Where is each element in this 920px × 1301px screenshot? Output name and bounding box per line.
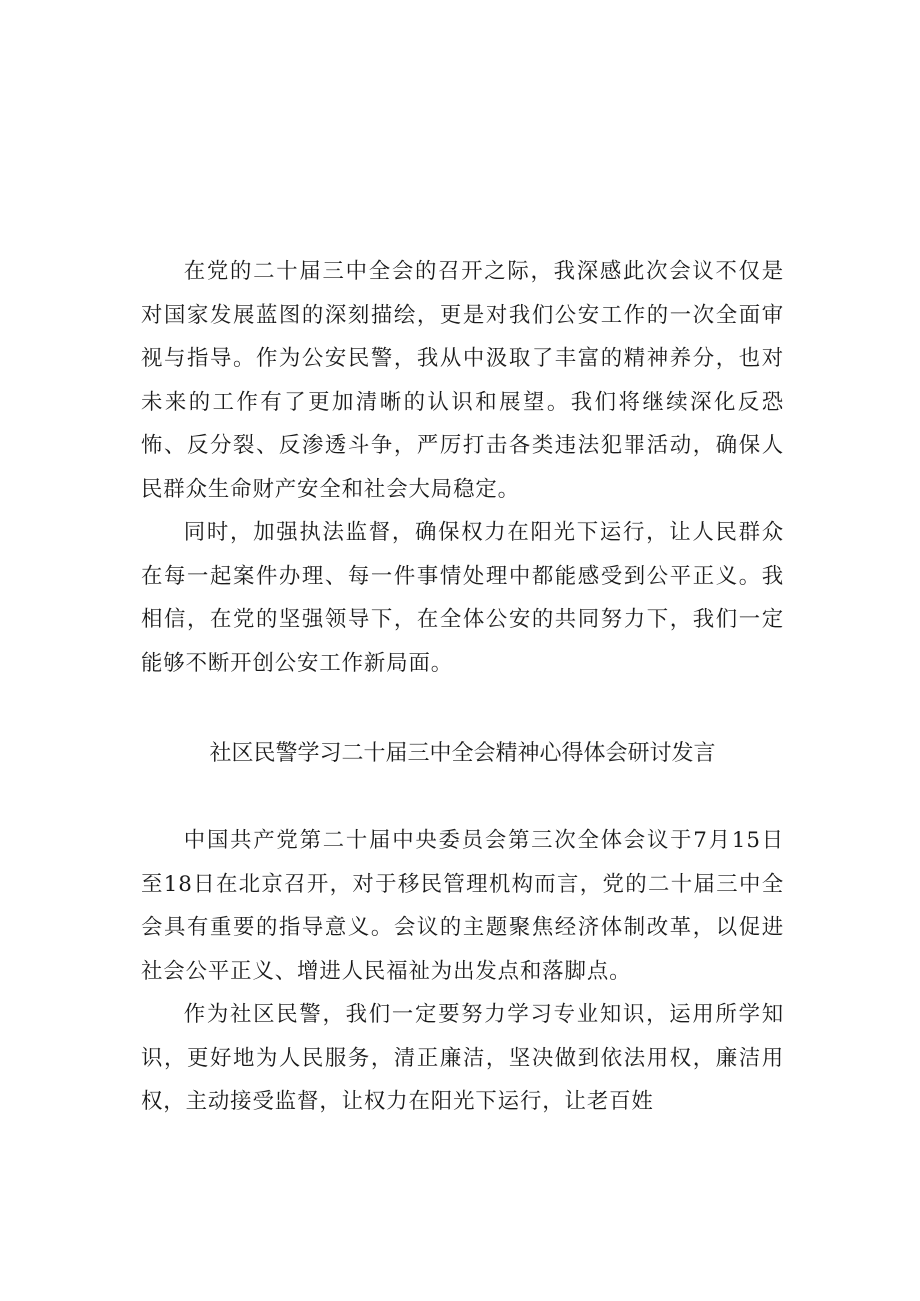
paragraph: 作为社区民警，我们一定要努力学习专业知识，运用所学知识，更好地为人民服务，清正廉洁，坚决做到依法用权，廉洁用权，主动接受监督，让权力在阳光下运行，让老百姓: [141, 1002, 784, 1114]
section-title: 社区民警学习二十届三中全会精神心得体会研讨发言: [209, 741, 716, 766]
paragraph: 同时，加强执法监督，确保权力在阳光下运行，让人民群众在每一起案件办理、每一件事情处理中都能感受到公平正义。我相信，在党的坚强领导下，在全体公安的共同努力下，我们一定能够不断开创公安工作新局面。: [141, 520, 784, 676]
paragraph: 中国共产党第二十届中央委员会第三次全体会议于7月15日至18日在北京召开，对于移民管理机构而言，党的二十届三中全会具有重要的指导意义。会议的主题聚焦经济体制改革，以促进社会公平正义、增进人民福祉为出发点和落脚点。: [141, 828, 784, 984]
document-body: [141, 250, 784, 1124]
paragraph: 在党的二十届三中全会的召开之际，我深感此次会议不仅是对国家发展蓝图的深刻描绘，更是对我们公安工作的一次全面审视与指导。作为公安民警，我从中汲取了丰富的精神养分，也对未来的工作有了更加清晰的认识和展望。我们将继续深化反恐怖、反分裂、反渗透斗争，严厉打击各类违法犯罪活动，确保人民群众生命财产安全和社会大局稳定。: [141, 259, 784, 502]
